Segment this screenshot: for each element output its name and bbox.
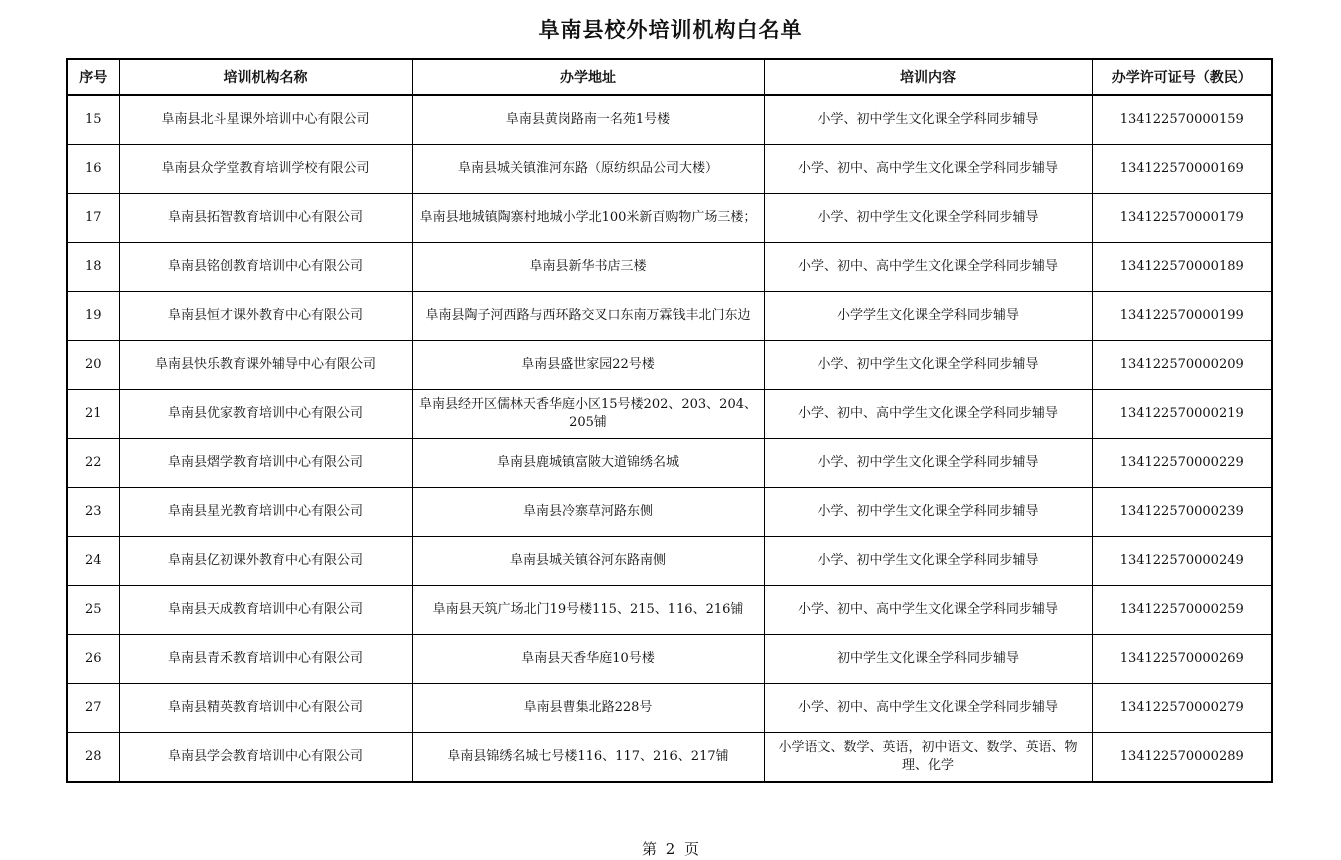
serial-number-cell: 24	[67, 537, 119, 586]
license-number-cell: 134122570000289	[1092, 733, 1272, 783]
address-cell: 阜南县城关镇淮河东路（原纺织品公司大楼）	[412, 145, 764, 194]
address-cell: 阜南县盛世家园22号楼	[412, 341, 764, 390]
table-row	[67, 537, 1272, 586]
training-content-cell: 小学、初中学生文化课全学科同步辅导	[764, 439, 1092, 488]
serial-number-cell: 28	[67, 733, 119, 783]
license-number-cell: 134122570000189	[1092, 243, 1272, 292]
serial-number-cell: 25	[67, 586, 119, 635]
training-content-cell: 小学、初中学生文化课全学科同步辅导	[764, 95, 1092, 145]
address-cell: 阜南县新华书店三楼	[412, 243, 764, 292]
address-cell: 阜南县地城镇陶寨村地城小学北100米新百购物广场三楼；	[412, 194, 764, 243]
institution-name-cell: 阜南县恒才课外教育中心有限公司	[119, 292, 412, 341]
table-row	[67, 586, 1272, 635]
table-row	[67, 341, 1272, 390]
institution-name-cell: 阜南县亿初课外教育中心有限公司	[119, 537, 412, 586]
table-row	[67, 684, 1272, 733]
institution-name-cell: 阜南县星光教育培训中心有限公司	[119, 488, 412, 537]
training-content-cell: 小学、初中、高中学生文化课全学科同步辅导	[764, 586, 1092, 635]
license-number-cell: 134122570000159	[1092, 95, 1272, 145]
serial-number-cell: 21	[67, 390, 119, 439]
address-cell: 阜南县冷寨草河路东侧	[412, 488, 764, 537]
address-cell: 阜南县锦绣名城七号楼116、117、216、217铺	[412, 733, 764, 783]
training-content-cell: 小学、初中学生文化课全学科同步辅导	[764, 537, 1092, 586]
serial-number-cell: 23	[67, 488, 119, 537]
column-header-training-content: 培训内容	[764, 59, 1092, 95]
table-row	[67, 439, 1272, 488]
table-body	[67, 95, 1272, 782]
training-content-cell: 初中学生文化课全学科同步辅导	[764, 635, 1092, 684]
training-content-cell: 小学、初中学生文化课全学科同步辅导	[764, 341, 1092, 390]
institution-name-cell: 阜南县熠学教育培训中心有限公司	[119, 439, 412, 488]
table-row	[67, 243, 1272, 292]
license-number-cell: 134122570000179	[1092, 194, 1272, 243]
serial-number-cell: 19	[67, 292, 119, 341]
page-title: 阜南县校外培训机构白名单	[538, 18, 803, 42]
institution-name-cell: 阜南县优家教育培训中心有限公司	[119, 390, 412, 439]
license-number-cell: 134122570000269	[1092, 635, 1272, 684]
table-row	[67, 635, 1272, 684]
table-row	[67, 390, 1272, 439]
page-number: 第 2 页	[641, 840, 700, 858]
serial-number-cell: 18	[67, 243, 119, 292]
serial-number-cell: 15	[67, 95, 119, 145]
serial-number-cell: 17	[67, 194, 119, 243]
column-header-address: 办学地址	[412, 59, 764, 95]
address-cell: 阜南县天香华庭10号楼	[412, 635, 764, 684]
table-row	[67, 292, 1272, 341]
address-cell: 阜南县曹集北路228号	[412, 684, 764, 733]
serial-number-cell: 16	[67, 145, 119, 194]
table-row	[67, 145, 1272, 194]
institution-name-cell: 阜南县快乐教育课外辅导中心有限公司	[119, 341, 412, 390]
address-cell: 阜南县经开区儒林天香华庭小区15号楼202、203、204、205铺	[412, 390, 764, 439]
license-number-cell: 134122570000199	[1092, 292, 1272, 341]
address-cell: 阜南县黄岗路南一名苑1号楼	[412, 95, 764, 145]
table-row	[67, 733, 1272, 783]
table-row	[67, 488, 1272, 537]
training-content-cell: 小学、初中、高中学生文化课全学科同步辅导	[764, 684, 1092, 733]
institution-name-cell: 阜南县众学堂教育培训学校有限公司	[119, 145, 412, 194]
table-header	[67, 59, 1272, 95]
serial-number-cell: 20	[67, 341, 119, 390]
address-cell: 阜南县鹿城镇富陂大道锦绣名城	[412, 439, 764, 488]
training-content-cell: 小学、初中学生文化课全学科同步辅导	[764, 194, 1092, 243]
serial-number-cell: 26	[67, 635, 119, 684]
license-number-cell: 134122570000279	[1092, 684, 1272, 733]
column-header-institution-name: 培训机构名称	[119, 59, 412, 95]
training-content-cell: 小学语文、数学、英语，初中语文、数学、英语、物理、化学	[764, 733, 1092, 783]
license-number-cell: 134122570000259	[1092, 586, 1272, 635]
table-row	[67, 194, 1272, 243]
header-row	[67, 59, 1272, 95]
license-number-cell: 134122570000209	[1092, 341, 1272, 390]
institution-name-cell: 阜南县铭创教育培训中心有限公司	[119, 243, 412, 292]
institution-name-cell: 阜南县天成教育培训中心有限公司	[119, 586, 412, 635]
column-header-serial-number: 序号	[67, 59, 119, 95]
license-number-cell: 134122570000169	[1092, 145, 1272, 194]
license-number-cell: 134122570000249	[1092, 537, 1272, 586]
training-content-cell: 小学、初中、高中学生文化课全学科同步辅导	[764, 243, 1092, 292]
license-number-cell: 134122570000219	[1092, 390, 1272, 439]
institution-name-cell: 阜南县青禾教育培训中心有限公司	[119, 635, 412, 684]
table-row	[67, 95, 1272, 145]
license-number-cell: 134122570000239	[1092, 488, 1272, 537]
training-content-cell: 小学、初中、高中学生文化课全学科同步辅导	[764, 145, 1092, 194]
training-content-cell: 小学学生文化课全学科同步辅导	[764, 292, 1092, 341]
institution-name-cell: 阜南县学会教育培训中心有限公司	[119, 733, 412, 783]
address-cell: 阜南县陶子河西路与西环路交叉口东南万霖钱丰北门东边	[412, 292, 764, 341]
address-cell: 阜南县城关镇谷河东路南侧	[412, 537, 764, 586]
serial-number-cell: 27	[67, 684, 119, 733]
training-content-cell: 小学、初中、高中学生文化课全学科同步辅导	[764, 390, 1092, 439]
training-content-cell: 小学、初中学生文化课全学科同步辅导	[764, 488, 1092, 537]
column-header-license-number: 办学许可证号（教民）	[1092, 59, 1272, 95]
serial-number-cell: 22	[67, 439, 119, 488]
address-cell: 阜南县天筑广场北门19号楼115、215、116、216铺	[412, 586, 764, 635]
institution-name-cell: 阜南县北斗星课外培训中心有限公司	[119, 95, 412, 145]
institution-name-cell: 阜南县拓智教育培训中心有限公司	[119, 194, 412, 243]
license-number-cell: 134122570000229	[1092, 439, 1272, 488]
institution-name-cell: 阜南县精英教育培训中心有限公司	[119, 684, 412, 733]
whitelist-table	[66, 58, 1273, 783]
